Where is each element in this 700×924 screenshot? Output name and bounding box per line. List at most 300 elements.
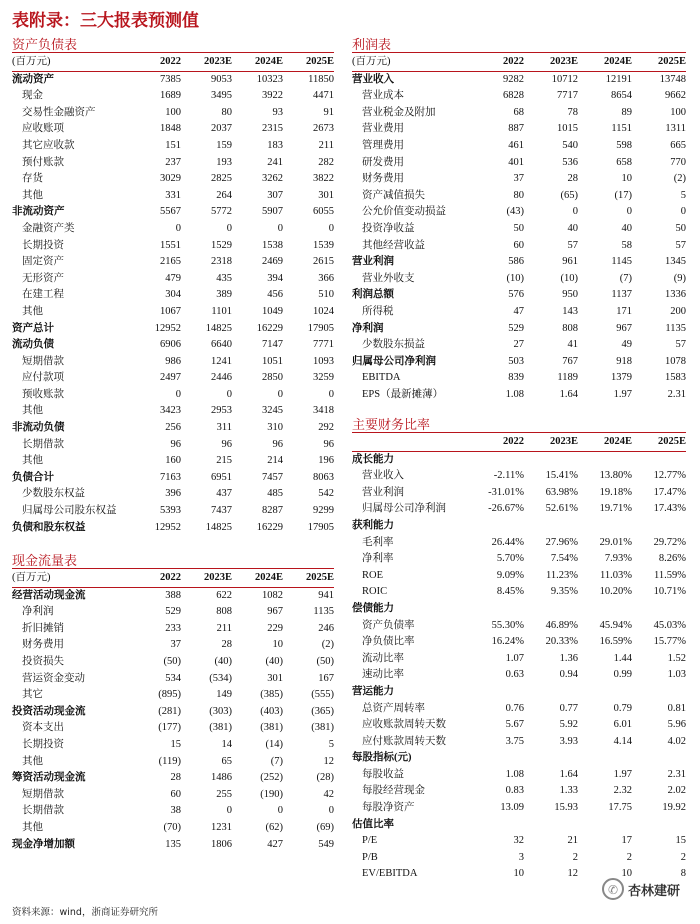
income-cell: 5 — [680, 189, 686, 201]
watermark — [602, 878, 680, 900]
balance-cell: 16229 — [256, 521, 283, 533]
ratios-header-row — [352, 434, 686, 451]
balance-cell: 6640 — [211, 339, 232, 351]
income-row — [352, 204, 686, 221]
ratios-cell: 21 — [567, 835, 578, 847]
ratios-row-label: 成长能力 — [352, 453, 394, 465]
ratios-year-header: 2022 — [470, 434, 524, 451]
ratios-cell: 10 — [621, 868, 632, 880]
ratios-row-label: 应收账款周转天数 — [362, 719, 446, 731]
cashflow-cell: 135 — [165, 838, 181, 850]
ratios-cell: 45.03% — [653, 619, 686, 631]
balance-cell: 7771 — [313, 339, 334, 351]
balance-row-label: 固定资产 — [22, 256, 64, 268]
balance-row — [12, 138, 334, 155]
ratios-cell: 5.67 — [505, 719, 524, 731]
balance-cell: 96 — [323, 438, 334, 450]
income-cell: 839 — [508, 372, 524, 384]
income-cell: 57 — [567, 239, 578, 251]
ratios-cell: 0.77 — [559, 702, 578, 714]
balance-row — [12, 254, 334, 271]
balance-row-label: 归属母公司股东权益 — [22, 505, 117, 517]
income-cell: 1379 — [611, 372, 632, 384]
balance-cell: 396 — [165, 488, 181, 500]
balance-year-header: 2025E — [283, 54, 334, 71]
cashflow-table — [12, 570, 334, 853]
ratios-year-header: 2024E — [578, 434, 632, 451]
ratios-cell — [578, 750, 632, 767]
ratios-row — [352, 568, 686, 585]
balance-cell: 12952 — [154, 322, 181, 334]
balance-cell: 0 — [175, 388, 181, 400]
ratios-cell: 45.94% — [599, 619, 632, 631]
ratios-row — [352, 618, 686, 635]
balance-cell: 1067 — [160, 305, 181, 317]
ratios-row — [352, 501, 686, 518]
balance-year-header: 2023E — [181, 54, 232, 71]
ratios-row-label: ROIC — [362, 586, 388, 598]
balance-cell: 160 — [165, 455, 181, 467]
cashflow-cell: (50) — [163, 655, 181, 667]
balance-row — [12, 453, 334, 470]
income-cell: 9282 — [503, 73, 524, 85]
income-cell: 47 — [513, 305, 524, 317]
ratios-row — [352, 468, 686, 485]
balance-cell: 0 — [226, 222, 232, 234]
balance-row — [12, 105, 334, 122]
ratios-row — [352, 651, 686, 668]
ratios-cell: 9.35% — [550, 586, 578, 598]
balance-cell: 2850 — [262, 372, 283, 384]
balance-row — [12, 71, 334, 88]
cashflow-row — [12, 837, 334, 854]
balance-cell: 1093 — [313, 355, 334, 367]
cashflow-cell: (28) — [316, 772, 334, 784]
ratios-cell: 17.43% — [653, 503, 686, 515]
ratios-row — [352, 817, 686, 834]
ratios-cell: 11.03% — [600, 569, 632, 581]
balance-cell: 9299 — [313, 505, 334, 517]
income-cell: 1015 — [557, 123, 578, 135]
balance-cell: 542 — [318, 488, 334, 500]
cashflow-cell: 28 — [221, 639, 232, 651]
balance-row — [12, 155, 334, 172]
ratios-row — [352, 634, 686, 651]
ratios-year-header: 2025E — [632, 434, 686, 451]
income-row-label: 归属母公司净利润 — [352, 355, 436, 367]
income-row — [352, 271, 686, 288]
ratios-cell: 3 — [518, 851, 524, 863]
ratios-cell — [632, 684, 686, 701]
ratios-row-label: 总资产周转率 — [362, 702, 425, 714]
ratios-cell: 1.52 — [667, 652, 686, 664]
balance-cell: 10323 — [256, 73, 283, 85]
income-row — [352, 387, 686, 404]
cashflow-year-header: 2023E — [181, 570, 232, 587]
income-cell: 57 — [675, 339, 686, 351]
cashflow-year-header: 2025E — [283, 570, 334, 587]
income-cell: 7717 — [557, 90, 578, 102]
income-cell: 12191 — [605, 73, 632, 85]
balance-cell: 215 — [216, 455, 232, 467]
income-cell: 10712 — [551, 73, 578, 85]
ratios-rule — [352, 432, 686, 433]
ratios-table — [352, 434, 686, 883]
cashflow-row-label: 财务费用 — [22, 639, 64, 651]
cashflow-cell: 233 — [165, 622, 181, 634]
income-row-label: EPS（最新摊薄） — [362, 388, 444, 400]
ratios-cell — [524, 518, 578, 535]
cashflow-row-label: 资本支出 — [22, 722, 64, 734]
ratios-cell: 1.36 — [559, 652, 578, 664]
ratios-cell: 0.76 — [505, 702, 524, 714]
income-row-label: EBITDA — [362, 372, 401, 384]
income-row — [352, 105, 686, 122]
balance-cell: 1538 — [262, 239, 283, 251]
balance-cell: 7457 — [262, 471, 283, 483]
income-cell: 1151 — [611, 123, 632, 135]
balance-cell: 2673 — [313, 123, 334, 135]
cashflow-row — [12, 621, 334, 638]
income-cell: 143 — [562, 305, 578, 317]
cashflow-cell: 211 — [216, 622, 232, 634]
balance-row — [12, 271, 334, 288]
cashflow-cell: (895) — [158, 689, 181, 701]
income-cell: (17) — [614, 189, 632, 201]
income-cell: 1.64 — [559, 388, 578, 400]
balance-cell: 2318 — [211, 256, 232, 268]
income-rule — [352, 52, 686, 53]
ratios-cell: 1.64 — [559, 768, 578, 780]
ratios-cell: 17.47% — [653, 486, 686, 498]
cashflow-row-label: 长期投资 — [22, 738, 64, 750]
income-row — [352, 138, 686, 155]
income-cell: 80 — [513, 189, 524, 201]
balance-cell: 6906 — [160, 339, 181, 351]
income-cell: 1189 — [557, 372, 578, 384]
income-cell: 60 — [513, 239, 524, 251]
cashflow-row — [12, 754, 334, 771]
income-row-label: 营业成本 — [362, 90, 404, 102]
income-cell: 540 — [562, 139, 578, 151]
balance-cell: 17905 — [307, 521, 334, 533]
income-row-label: 营业收入 — [352, 73, 394, 85]
ratios-row — [352, 601, 686, 618]
ratios-cell: 0.83 — [505, 785, 524, 797]
balance-row — [12, 370, 334, 387]
cashflow-cell: (40) — [265, 655, 283, 667]
balance-row-label: 在建工程 — [22, 289, 64, 301]
ratios-unit-label — [352, 434, 470, 451]
balance-cell: 1529 — [211, 239, 232, 251]
ratios-cell: 0.94 — [559, 669, 578, 681]
ratios-cell — [578, 601, 632, 618]
balance-cell: 485 — [267, 488, 283, 500]
income-cell: 1583 — [665, 372, 686, 384]
balance-cell: 1049 — [262, 305, 283, 317]
income-cell: 1078 — [665, 355, 686, 367]
balance-row-label: 非流动负债 — [12, 422, 65, 434]
income-cell: 598 — [616, 139, 632, 151]
balance-row-label: 其他 — [22, 455, 43, 467]
income-cell: 1336 — [665, 289, 686, 301]
page-title: 表附录：三大报表预测值 — [12, 11, 199, 31]
balance-row-label: 无形资产 — [22, 272, 64, 284]
balance-row-label: 预收账款 — [22, 388, 64, 400]
balance-cell: 2615 — [313, 256, 334, 268]
income-cell: 1345 — [665, 256, 686, 268]
cashflow-cell: (385) — [260, 689, 283, 701]
income-cell: 40 — [621, 222, 632, 234]
cashflow-cell: 65 — [221, 755, 232, 767]
balance-cell: 3029 — [160, 173, 181, 185]
cashflow-cell: (177) — [158, 722, 181, 734]
balance-cell: 183 — [267, 139, 283, 151]
ratios-cell: 13.09 — [500, 802, 524, 814]
income-row — [352, 304, 686, 321]
income-cell: 503 — [508, 355, 524, 367]
balance-cell: 159 — [216, 139, 232, 151]
income-cell: (10) — [506, 272, 524, 284]
balance-cell: 1024 — [313, 305, 334, 317]
ratios-cell — [524, 817, 578, 834]
balance-cell: 241 — [267, 156, 283, 168]
ratios-cell — [524, 750, 578, 767]
income-cell: 13748 — [659, 73, 686, 85]
income-cell: 961 — [562, 256, 578, 268]
balance-cell: 1551 — [160, 239, 181, 251]
cashflow-cell: 1082 — [262, 589, 283, 601]
cashflow-row — [12, 770, 334, 787]
balance-cell: 2497 — [160, 372, 181, 384]
ratios-row-label: 毛利率 — [362, 536, 394, 548]
cashflow-row-label: 折旧摊销 — [22, 622, 64, 634]
cashflow-cell: 529 — [165, 606, 181, 618]
income-table — [352, 54, 686, 403]
cashflow-unit-label: (百万元) — [12, 570, 130, 587]
cashflow-cell: 941 — [318, 589, 334, 601]
balance-cell: 2446 — [211, 372, 232, 384]
ratios-cell: 29.01% — [599, 536, 632, 548]
ratios-cell: 1.08 — [505, 768, 524, 780]
income-cell: 68 — [513, 106, 524, 118]
income-cell: 586 — [508, 256, 524, 268]
balance-row — [12, 88, 334, 105]
ratios-cell: 1.97 — [613, 768, 632, 780]
ratios-cell: 19.18% — [599, 486, 632, 498]
income-cell: 6828 — [503, 90, 524, 102]
cashflow-cell: 967 — [267, 606, 283, 618]
ratios-row-label: 每股净资产 — [362, 802, 415, 814]
income-cell: 967 — [616, 322, 632, 334]
ratios-cell: 6.01 — [613, 719, 632, 731]
balance-row-label: 流动负债 — [12, 339, 54, 351]
balance-row-label: 其他 — [22, 405, 43, 417]
cashflow-cell: (381) — [209, 722, 232, 734]
ratios-row-label: 每股收益 — [362, 768, 404, 780]
balance-row — [12, 520, 334, 537]
balance-cell: 8287 — [262, 505, 283, 517]
balance-cell: 256 — [165, 422, 181, 434]
cashflow-row-label: 投资活动现金流 — [12, 705, 86, 717]
ratios-row-label: 资产负债率 — [362, 619, 415, 631]
balance-row-label: 交易性金融资产 — [22, 106, 96, 118]
balance-cell: 394 — [267, 272, 283, 284]
income-cell: 1311 — [665, 123, 686, 135]
income-row — [352, 238, 686, 255]
cashflow-cell: 5 — [328, 738, 334, 750]
ratios-cell: 27.96% — [545, 536, 578, 548]
cashflow-cell: 28 — [170, 772, 181, 784]
income-cell: 529 — [508, 322, 524, 334]
cashflow-cell: 0 — [277, 805, 283, 817]
ratios-cell: 10.20% — [599, 586, 632, 598]
balance-row-label: 金融资产类 — [22, 222, 75, 234]
balance-row-label: 流动资产 — [12, 73, 54, 85]
balance-cell: 8063 — [313, 471, 334, 483]
ratios-row-label: EV/EBITDA — [362, 868, 418, 880]
income-cell: 57 — [675, 239, 686, 251]
balance-cell: 6951 — [211, 471, 232, 483]
income-cell: 200 — [670, 305, 686, 317]
balance-cell: 14825 — [205, 322, 232, 334]
source-note: 资料来源：wind，浙商证券研究所 — [12, 907, 158, 918]
balance-year-header: 2024E — [232, 54, 283, 71]
income-row-label: 管理费用 — [362, 139, 404, 151]
ratios-cell: 0.81 — [667, 702, 686, 714]
ratios-cell: 12 — [567, 868, 578, 880]
cashflow-rule — [12, 568, 334, 569]
ratios-cell: 2.31 — [667, 768, 686, 780]
balance-row — [12, 321, 334, 338]
balance-cell: 0 — [328, 222, 334, 234]
balance-row-label: 其他 — [22, 305, 43, 317]
income-row — [352, 155, 686, 172]
ratios-cell — [632, 518, 686, 535]
ratios-row — [352, 800, 686, 817]
income-unit-label: (百万元) — [352, 54, 470, 71]
income-row-label: 其他经营收益 — [362, 239, 425, 251]
income-row — [352, 188, 686, 205]
balance-cell: 3262 — [262, 173, 283, 185]
ratios-cell: 1.03 — [667, 669, 686, 681]
income-cell: 9662 — [665, 90, 686, 102]
balance-row-label: 应收账项 — [22, 123, 64, 135]
cashflow-row — [12, 704, 334, 721]
ratios-cell: 0.63 — [505, 669, 524, 681]
ratios-cell: 32 — [513, 835, 524, 847]
wechat-icon: ✆ — [602, 878, 624, 900]
balance-row — [12, 470, 334, 487]
balance-cell: 1241 — [211, 355, 232, 367]
ratios-cell: 9.09% — [496, 569, 524, 581]
income-cell: 27 — [513, 339, 524, 351]
income-cell: 767 — [562, 355, 578, 367]
balance-row-label: 其他 — [22, 189, 43, 201]
cashflow-cell: 0 — [226, 805, 232, 817]
ratios-cell — [470, 817, 524, 834]
cashflow-cell: 622 — [216, 589, 232, 601]
cashflow-row-label: 营运资金变动 — [22, 672, 85, 684]
cashflow-cell: 1486 — [211, 772, 232, 784]
balance-cell: 196 — [318, 455, 334, 467]
ratios-cell: -26.67% — [488, 503, 524, 515]
income-cell: (2) — [673, 173, 686, 185]
income-cell: 8654 — [611, 90, 632, 102]
cashflow-row-label: 投资损失 — [22, 655, 64, 667]
ratios-cell: 13.80% — [599, 470, 632, 482]
balance-row — [12, 221, 334, 238]
cashflow-cell: 246 — [318, 622, 334, 634]
ratios-row-label: 每股经营现金 — [362, 785, 425, 797]
income-row-label: 少数股东损益 — [362, 339, 425, 351]
cashflow-title: 现金流量表 — [12, 554, 78, 569]
ratios-row-label: 归属母公司净利润 — [362, 503, 446, 515]
balance-cell: 4471 — [313, 90, 334, 102]
ratios-cell: 11.59% — [654, 569, 686, 581]
cashflow-cell: 149 — [216, 689, 232, 701]
balance-row-label: 长期投资 — [22, 239, 64, 251]
income-cell: (9) — [673, 272, 686, 284]
balance-row — [12, 304, 334, 321]
balance-row-label: 非流动资产 — [12, 206, 65, 218]
ratios-row-label: 估值比率 — [352, 818, 394, 830]
balance-cell: 17905 — [307, 322, 334, 334]
ratios-cell — [524, 451, 578, 468]
balance-cell: 5567 — [160, 206, 181, 218]
ratios-row — [352, 734, 686, 751]
ratios-row-label: 流动比率 — [362, 652, 404, 664]
ratios-row — [352, 551, 686, 568]
ratios-cell: 26.44% — [491, 536, 524, 548]
income-cell: 1.08 — [505, 388, 524, 400]
cashflow-cell: (50) — [316, 655, 334, 667]
ratios-row-label: 获利能力 — [352, 519, 394, 531]
cashflow-cell: (555) — [311, 689, 334, 701]
cashflow-row-label: 经营活动现金流 — [12, 589, 86, 601]
ratios-cell: 12.77% — [653, 470, 686, 482]
ratios-cell: -31.01% — [488, 486, 524, 498]
ratios-row — [352, 667, 686, 684]
balance-year-header: 2022 — [130, 54, 181, 71]
balance-cell: 1051 — [262, 355, 283, 367]
cashflow-cell: (69) — [316, 821, 334, 833]
cashflow-row-label: 筹资活动现金流 — [12, 772, 86, 784]
balance-cell: 3423 — [160, 405, 181, 417]
cashflow-row — [12, 637, 334, 654]
income-cell: 50 — [513, 222, 524, 234]
cashflow-cell: (7) — [270, 755, 283, 767]
ratios-row — [352, 783, 686, 800]
cashflow-cell: 534 — [165, 672, 181, 684]
cashflow-row — [12, 587, 334, 604]
ratios-row-label: 净利率 — [362, 553, 394, 565]
ratios-row — [352, 833, 686, 850]
income-row-label: 研发费用 — [362, 156, 404, 168]
balance-cell: 2469 — [262, 256, 283, 268]
balance-cell: 80 — [221, 106, 232, 118]
cashflow-row-label: 净利润 — [22, 606, 54, 618]
income-row — [352, 88, 686, 105]
balance-cell: 96 — [170, 438, 181, 450]
cashflow-cell: 427 — [267, 838, 283, 850]
cashflow-cell: 37 — [170, 639, 181, 651]
income-cell: 40 — [567, 222, 578, 234]
ratios-cell: 10.71% — [653, 586, 686, 598]
ratios-row-label: ROE — [362, 569, 383, 581]
ratios-row-label: 营业收入 — [362, 470, 404, 482]
balance-row-label: 其它应收款 — [22, 139, 75, 151]
